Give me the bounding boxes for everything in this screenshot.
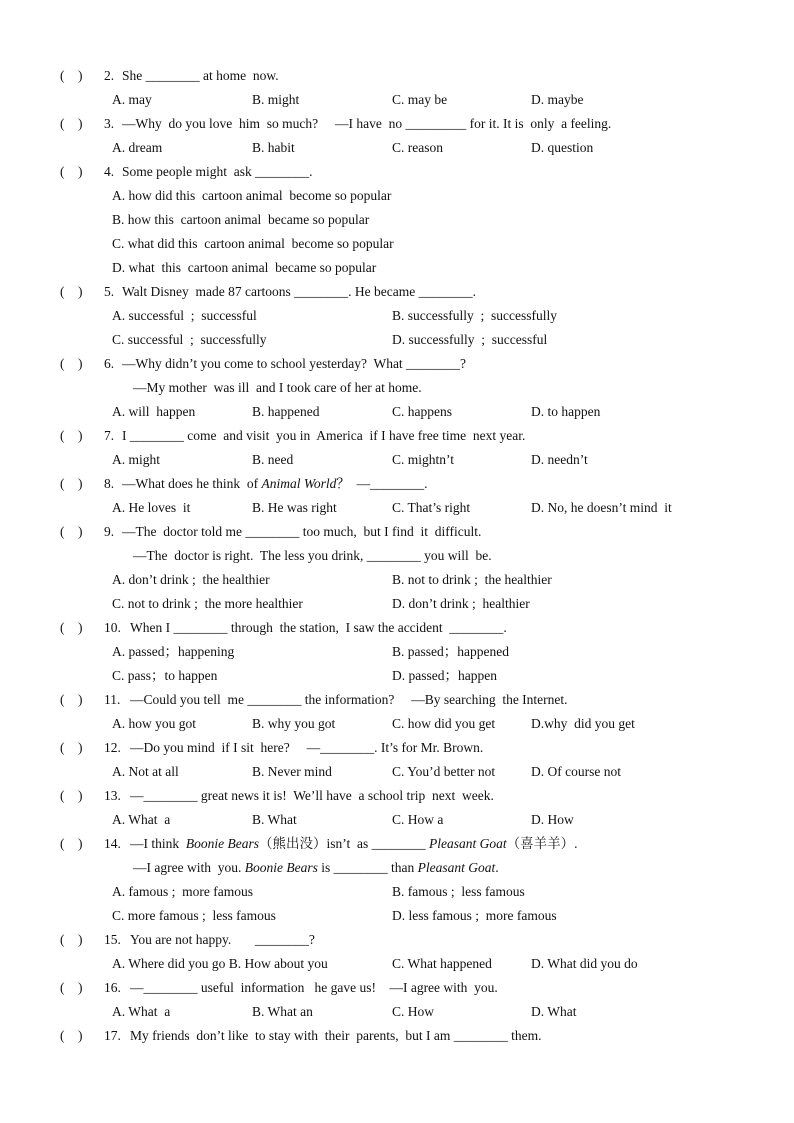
question-number: 8. [104,476,115,491]
answer-paren: ( ) [60,1028,83,1043]
answer-option: D. successfully ; successful [392,332,548,347]
question-number: 3. [104,116,115,131]
answer-option: A. passed；happening [112,644,235,659]
answer-option: A. how did this cartoon animal become so popular [112,188,392,203]
answer-paren: ( ) [60,980,83,995]
question-text: I ________ come and visit you in America if I have free time next year. [122,428,526,443]
question-number: 2. [104,68,115,83]
question-text: —The doctor told me ________ too much, but I find it difficult. [122,524,482,539]
answer-option: D. less famous ; more famous [392,908,557,923]
answer-option: B. happened [252,404,320,419]
answer-option: C. how did you get [392,716,496,731]
answer-option: C. successful ; successfully [112,332,267,347]
answer-option: C. mightn’t [392,452,455,467]
question-number: 6. [104,356,115,371]
answer-option: D. question [531,140,594,155]
answer-option: C. pass；to happen [112,668,218,683]
question-number: 7. [104,428,115,443]
question-number: 12. [104,740,121,755]
answer-option: B. why you got [252,716,336,731]
question-text: —Why didn’t you come to school yesterday? What ________? [122,356,467,371]
answer-option: C. happens [392,404,452,419]
question-text: When I ________ through the station, I saw the accident ________. [130,620,507,635]
answer-option: B. What an [252,1004,313,1019]
answer-option: A. What a [112,1004,171,1019]
question-text: Some people might ask ________. [122,164,313,179]
answer-option: C. reason [392,140,443,155]
answer-option: C. not to drink ; the more healthier [112,596,303,611]
answer-option: C. That’s right [392,500,471,515]
answer-option: D. maybe [531,92,584,107]
answer-option: B. successfully ; successfully [392,308,557,323]
question-text: —I agree with you. Boonie Bears is ________ than Pleasant Goat. [133,860,499,875]
answer-option: B. not to drink ; the healthier [392,572,552,587]
answer-paren: ( ) [60,788,83,803]
answer-option: B. need [252,452,294,467]
answer-paren: ( ) [60,284,83,299]
answer-option: A. don’t drink ; the healthier [112,572,270,587]
answer-option: D. What did you do [531,956,638,971]
answer-option: A. how you got [112,716,196,731]
answer-paren: ( ) [60,524,83,539]
answer-option: A. may [112,92,152,107]
answer-paren: ( ) [60,932,83,947]
answer-option: D. How [531,812,574,827]
answer-paren: ( ) [60,68,83,83]
answer-paren: ( ) [60,692,83,707]
answer-option: B. famous ; less famous [392,884,525,899]
answer-option: C. more famous ; less famous [112,908,276,923]
question-text: She ________ at home now. [122,68,279,83]
answer-paren: ( ) [60,164,83,179]
answer-option: C. What happened [392,956,492,971]
answer-option: B. Never mind [252,764,332,779]
question-number: 15. [104,932,121,947]
answer-option: D. don’t drink ; healthier [392,596,530,611]
answer-option: C. How a [392,812,444,827]
question-number: 16. [104,980,121,995]
question-number: 9. [104,524,115,539]
answer-paren: ( ) [60,836,83,851]
question-text: —Why do you love him so much? —I have no _________ for it. It is only a feeling. [122,116,612,131]
question-text: You are not happy. ________? [130,932,315,947]
question-text: —I think Boonie Bears（熊出没）isn’t as ________ Pleasant Goat（喜羊羊）. [130,836,578,851]
answer-option: B. He was right [252,500,337,515]
answer-option: D. Of course not [531,764,621,779]
answer-option: C. may be [392,92,448,107]
answer-option: C. How [392,1004,435,1019]
answer-paren: ( ) [60,356,83,371]
question-text: —Could you tell me ________ the information? —By searching the Internet. [130,692,568,707]
answer-option: A. famous ; more famous [112,884,253,899]
question-text: —________ useful information he gave us! —I agree with you. [130,980,498,995]
answer-option: B. What [252,812,297,827]
answer-option: D. What [531,1004,577,1019]
answer-paren: ( ) [60,476,83,491]
answer-paren: ( ) [60,428,83,443]
question-number: 11. [104,692,121,707]
answer-option: A. Where did you go B. How about you [112,956,328,971]
answer-option: A. will happen [112,404,196,419]
answer-option: C. You’d better not [392,764,496,779]
question-number: 13. [104,788,121,803]
answer-option: A. successful ; successful [112,308,257,323]
question-number: 14. [104,836,121,851]
answer-option: A. What a [112,812,171,827]
question-text: My friends don’t like to stay with their parents, but I am ________ them. [130,1028,542,1043]
answer-paren: ( ) [60,620,83,635]
question-text: —Do you mind if I sit here? —________. It’s for Mr. Brown. [130,740,484,755]
answer-option: A. dream [112,140,163,155]
question-text: Walt Disney made 87 cartoons ________. He became ________. [122,284,476,299]
answer-option: C. what did this cartoon animal become so popular [112,236,394,251]
question-text: —My mother was ill and I took care of her at home. [133,380,422,395]
answer-option: D. passed；happen [392,668,497,683]
answer-option: B. might [252,92,300,107]
question-text: —What does he think of Animal World？ —________. [122,476,428,491]
answer-option: A. Not at all [112,764,179,779]
answer-option: D. what this cartoon animal became so popular [112,260,377,275]
answer-option: B. how this cartoon animal became so popular [112,212,370,227]
answer-option: D. needn’t [531,452,588,467]
answer-option: B. passed；happened [392,644,509,659]
answer-option: B. habit [252,140,295,155]
answer-option: D. to happen [531,404,601,419]
question-text: —________ great news it is! We’ll have a school trip next week. [130,788,494,803]
question-text: —The doctor is right. The less you drink, ________ you will be. [133,548,492,563]
question-number: 5. [104,284,115,299]
answer-option: D.why did you get [531,716,635,731]
answer-option: D. No, he doesn’t mind it [531,500,672,515]
answer-option: A. might [112,452,161,467]
answer-paren: ( ) [60,740,83,755]
question-number: 4. [104,164,115,179]
question-number: 10. [104,620,121,635]
answer-paren: ( ) [60,116,83,131]
answer-option: A. He loves it [112,500,191,515]
question-number: 17. [104,1028,121,1043]
